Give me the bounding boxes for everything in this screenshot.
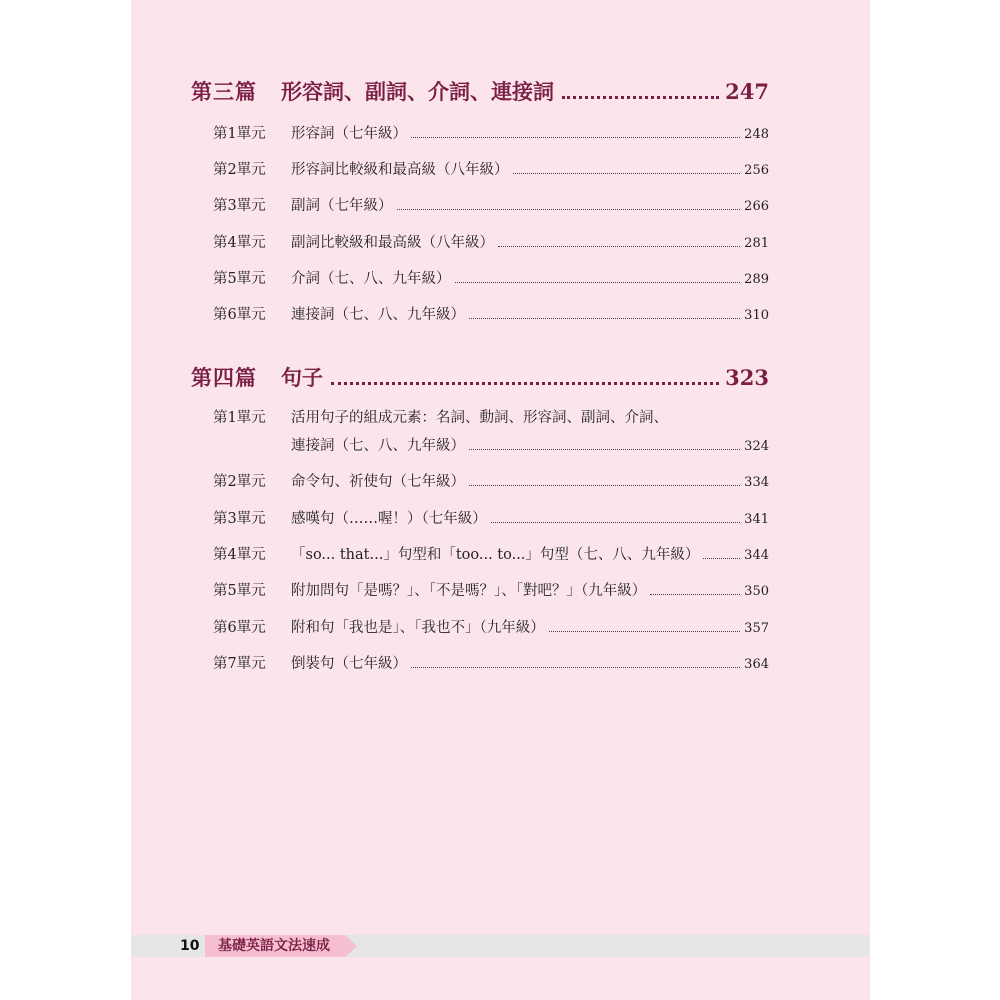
toc-entry[interactable] <box>213 267 769 288</box>
entry-title: 形容詞比較級和最高級（八年級） <box>291 162 509 178</box>
toc-entry-line2[interactable] <box>213 434 769 455</box>
unit-label: 第6單元 <box>213 307 266 323</box>
entry-title: 感嘆句（……喔！）（七年級） <box>291 511 487 527</box>
dot-leader <box>650 594 740 595</box>
dot-leader <box>397 209 741 210</box>
toc-entry[interactable] <box>213 652 769 673</box>
entry-page: 248 <box>744 127 769 142</box>
entry-page: 350 <box>744 584 769 599</box>
entry-page: 324 <box>744 439 769 454</box>
entry-page: 364 <box>744 657 769 672</box>
entry-page: 334 <box>744 475 769 490</box>
unit-label: 第1單元 <box>213 126 266 142</box>
part-heading-4[interactable] <box>191 362 769 392</box>
dot-leader <box>513 173 741 174</box>
part-page: 247 <box>725 79 769 104</box>
toc-entry[interactable] <box>213 470 769 491</box>
part-number: 第三篇 <box>191 79 257 104</box>
dot-leader <box>491 522 740 523</box>
unit-label: 第3單元 <box>213 198 266 214</box>
unit-label: 第6單元 <box>213 620 266 636</box>
page-number: 10 <box>180 938 200 954</box>
entry-title: 介詞（七、八、九年級） <box>291 271 451 287</box>
part-page: 323 <box>725 365 769 390</box>
entry-title: 連接詞（七、八、九年級） <box>291 438 465 454</box>
toc-entry[interactable] <box>213 579 769 600</box>
toc-page <box>131 0 870 1000</box>
unit-label: 第5單元 <box>213 271 266 287</box>
dot-leader <box>455 282 741 283</box>
toc-entry[interactable] <box>213 507 769 528</box>
entry-title: 附和句「我也是」、「我也不」（九年級） <box>291 620 545 636</box>
entry-title: 形容詞（七年級） <box>291 126 407 142</box>
entry-title: 副詞比較級和最高級（八年級） <box>291 235 494 251</box>
dot-leader <box>411 667 740 668</box>
unit-label: 第1單元 <box>213 410 266 426</box>
entry-page: 341 <box>744 512 769 527</box>
unit-label: 第7單元 <box>213 656 266 672</box>
entry-title: 副詞（七年級） <box>291 198 393 214</box>
entry-page: 289 <box>744 272 769 287</box>
toc-entry[interactable] <box>213 616 769 637</box>
entry-page: 344 <box>744 548 769 563</box>
entry-page: 357 <box>744 621 769 636</box>
dot-leader <box>549 631 740 632</box>
dot-leader <box>498 246 740 247</box>
part-title: 形容詞、副詞、介詞、連接詞 <box>281 79 554 104</box>
unit-label: 第2單元 <box>213 162 266 178</box>
dot-leader <box>469 318 740 319</box>
entry-title-line1: 活用句子的組成元素：名詞、動詞、形容詞、副詞、介詞、 <box>291 410 668 426</box>
toc-entry-line1[interactable] <box>213 406 769 427</box>
unit-label: 第2單元 <box>213 474 266 490</box>
dot-leader <box>331 382 719 385</box>
unit-label: 第4單元 <box>213 547 266 563</box>
part-title: 句子 <box>281 365 323 390</box>
dot-leader <box>411 137 740 138</box>
entry-title: 「so... that...」句型和「too... to...」句型（七、八、九年級） <box>291 547 700 563</box>
unit-label: 第5單元 <box>213 583 266 599</box>
dot-leader <box>469 449 740 450</box>
unit-label: 第3單元 <box>213 511 266 527</box>
entry-page: 310 <box>744 308 769 323</box>
part-number: 第四篇 <box>191 365 257 390</box>
entry-title: 附加問句「是嗎？」、「不是嗎？」、「對吧？」（九年級） <box>291 583 647 599</box>
toc-entry[interactable] <box>213 194 769 215</box>
dot-leader <box>703 558 740 559</box>
entry-title: 連接詞（七、八、九年級） <box>291 307 465 323</box>
book-title: 基礎英語文法速成 <box>218 938 330 954</box>
entry-page: 281 <box>744 236 769 251</box>
entry-page: 256 <box>744 163 769 178</box>
dot-leader <box>469 485 740 486</box>
entry-title: 命令句、祈使句（七年級） <box>291 474 465 490</box>
toc-entry[interactable] <box>213 543 769 564</box>
toc-entry[interactable] <box>213 122 769 143</box>
toc-entry[interactable] <box>213 158 769 179</box>
toc-entry[interactable] <box>213 231 769 252</box>
entry-page: 266 <box>744 199 769 214</box>
part-heading-3[interactable] <box>191 76 769 106</box>
entry-title: 倒裝句（七年級） <box>291 656 407 672</box>
toc-entry[interactable] <box>213 303 769 324</box>
dot-leader <box>562 96 719 99</box>
unit-label: 第4單元 <box>213 235 266 251</box>
